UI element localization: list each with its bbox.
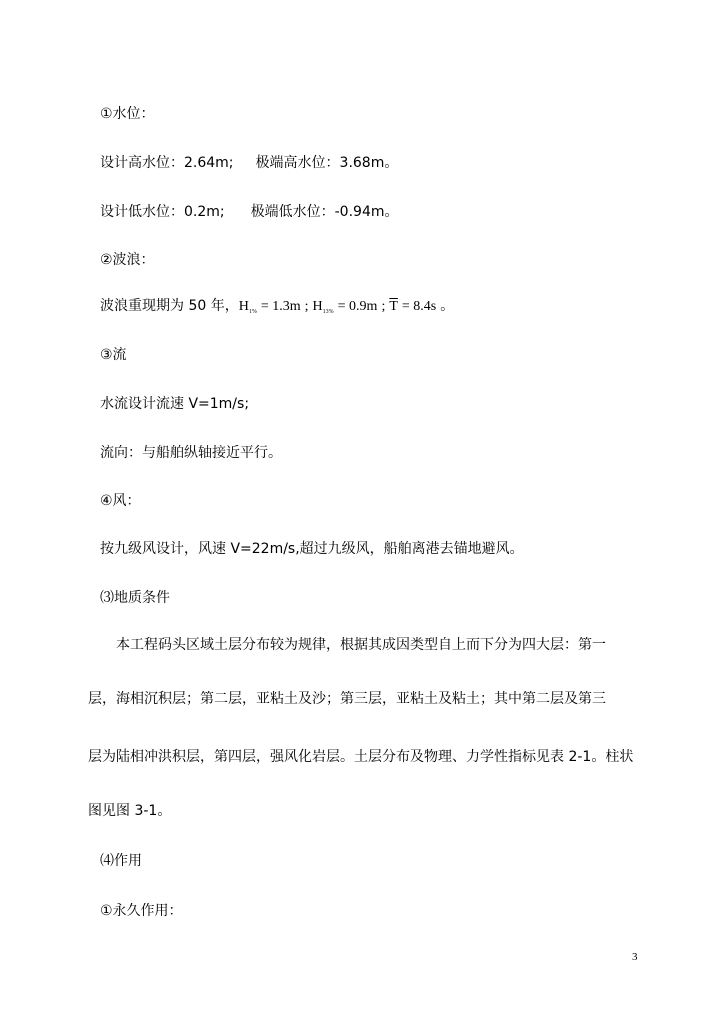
- wave-heading: ②波浪：: [100, 252, 155, 268]
- h1-subscript: 1%: [248, 309, 257, 315]
- separator: ;: [304, 299, 309, 314]
- wind-text: 按九级风设计，风速 V=22m/s,超过九级风，船舶离港去锚地避风。: [100, 541, 524, 557]
- water-level-heading: ①水位：: [100, 106, 155, 122]
- design-high-water: 设计高水位：2.64m;: [100, 155, 234, 171]
- h13-subscript: 13%: [322, 309, 334, 315]
- page-number: 3: [632, 951, 638, 963]
- geology-paragraph-line-4: 图见图 3-1。: [88, 803, 172, 819]
- extreme-low-water: 极端低水位：-0.94m。: [250, 204, 399, 220]
- separator: ;: [381, 299, 386, 314]
- geology-heading: ⑶地质条件: [100, 590, 170, 606]
- h1-symbol: H: [238, 299, 249, 314]
- h1-value: = 1.3m: [260, 299, 301, 314]
- flow-speed: 水流设计流速 V=1m/s;: [100, 396, 250, 412]
- wind-heading: ④风：: [100, 493, 141, 509]
- flow-heading: ③流: [100, 347, 127, 363]
- geology-paragraph-line-1: 本工程码头区域土层分布较为规律，根据其成因类型自上而下分为四大层：第一: [116, 637, 606, 653]
- flow-direction: 流向：与船舶纵轴接近平行。: [100, 445, 282, 461]
- geology-paragraph-line-2: 层，海相沉积层；第二层，亚粘土及沙；第三层，亚粘土及粘土；其中第二层及第三: [88, 691, 606, 707]
- design-low-water: 设计低水位：0.2m;: [100, 204, 225, 220]
- low-water-levels: [100, 202, 399, 222]
- h13-symbol: H: [312, 299, 323, 314]
- end-mark: 。: [440, 298, 455, 314]
- wave-prefix: 波浪重现期为 50 年，: [100, 298, 239, 314]
- t-value: = 8.4s: [401, 299, 437, 314]
- extreme-high-water: 极端高水位：3.68m。: [255, 155, 399, 171]
- permanent-action-heading: ①永久作用：: [100, 903, 183, 919]
- wave-parameters: [100, 296, 454, 316]
- high-water-levels: [100, 153, 398, 173]
- geology-paragraph-line-3: 层为陆相冲洪积层，第四层，强风化岩层。土层分布及物理、力学性指标见表 2-1。柱状: [88, 749, 634, 765]
- t-symbol: $\overline{T}$: [389, 299, 398, 314]
- h13-value: = 0.9m: [337, 299, 378, 314]
- action-heading: ⑷作用: [100, 853, 142, 869]
